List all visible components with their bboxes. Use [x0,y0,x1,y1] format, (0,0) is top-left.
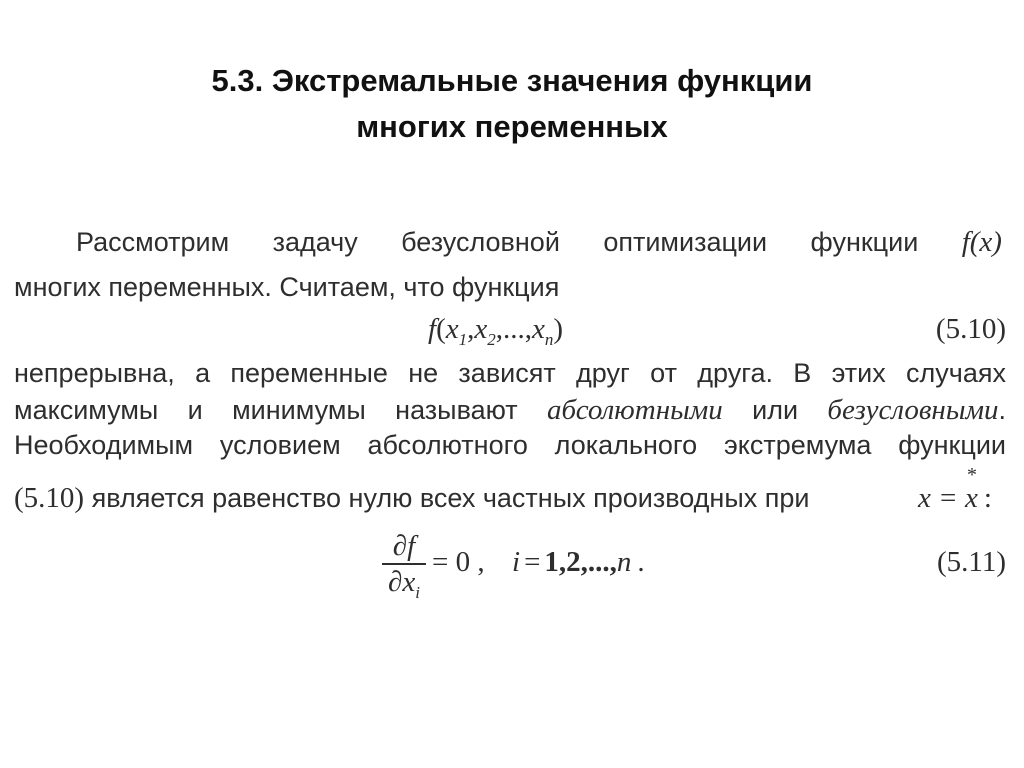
paragraph-2-line-4: (5.10) является равенство нулю всех частных производных при [14,482,810,514]
word: Рассмотрим [76,227,230,257]
slide-title [0,58,1024,150]
paragraph-1-line-2: многих переменных. Считаем, что функция [14,272,560,302]
title-line-2: многих переменных [356,109,668,144]
word: безусловной [401,227,560,257]
equation-number-5-10: (5.10) [935,313,1006,345]
fraction-denominator: $\partial x_i$ [388,566,420,602]
equation-reference: (5.10) [14,482,85,514]
emphasis-absolute: абсолютными [547,394,723,426]
equation-5-11-index: i = 1,2,...,n . [512,546,645,578]
paragraph-2-line-3: Необходимым условием абсолютного локального экстремума функции [14,430,1006,460]
math-f-of-x: f(x) [961,226,1002,258]
fraction-bar [382,563,426,565]
title-line-1: 5.3. Экстремальные значения функции [211,63,813,98]
fraction-numerator: ∂f [392,530,416,562]
equation-5-10: $f(x_1,x_2,...,x_n)$ [428,313,564,349]
paragraph-2-line-1: непрерывна, а переменные не зависят друг от друга. В этих случаях [14,358,1006,388]
partial-derivative-fraction [382,530,426,609]
paragraph-1-line-1 [76,226,1002,259]
equation-number-5-11: (5.11) [937,546,1006,578]
paragraph-2-line-2: максимумы и минимумы называют абсолютными или безусловными. [14,394,1006,426]
word: задачу [272,227,358,257]
math-x-equals-x-star: x = x : [918,482,992,514]
emphasis-unconditional: безусловными [827,394,999,426]
star-superscript: * [967,464,977,486]
equation-5-11-rhs: = 0 , [432,546,485,578]
word: функции [810,227,919,257]
word: оптимизации [603,227,768,257]
